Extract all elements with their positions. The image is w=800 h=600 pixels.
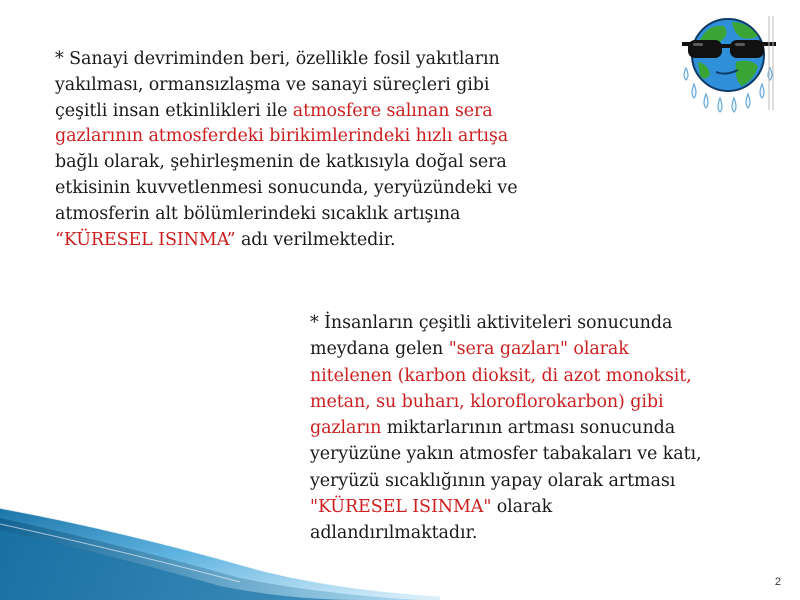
paragraph2-text-start: İnsanların çeşitli aktiviteleri sonucunda meydana gelen bbox=[310, 313, 673, 360]
paragraph-global-warming-definition bbox=[55, 47, 545, 253]
paragraph2-term: "KÜRESEL ISINMA" bbox=[310, 497, 492, 518]
paragraph1-text-middle: bağlı olarak, şehirleşmenin de katkısıyla doğal sera etkisinin kuvvetlenmesi sonucunda, yeryüzündeki ve atmosferin alt bölümlerindeki sıcaklık artışına bbox=[55, 152, 518, 224]
paragraph1-highlight: atmosfere salınan sera gazlarının atmosferdeki birikimlerindeki hızlı artışa bbox=[55, 100, 509, 147]
decorative-wave-icon bbox=[0, 490, 440, 600]
sweating-globe-icon bbox=[680, 10, 780, 125]
page-number: 2 bbox=[774, 576, 781, 588]
motion-lines bbox=[769, 16, 773, 110]
paragraph1-text-end: adı verilmektedir. bbox=[235, 229, 396, 250]
bullet-marker: * bbox=[310, 313, 319, 333]
paragraph1-term: “KÜRESEL ISINMA” bbox=[55, 229, 236, 250]
paragraph2-text-middle: miktarlarının artması sonucunda yeryüzüne yakın atmosfer tabakaları ve katı, yeryüzü sıcaklığının yapay olarak artması bbox=[310, 418, 702, 491]
paragraph2-highlight: "sera gazları" olarak nitelenen (karbon dioksit, di azot monoksit, metan, su buharı, kloroflorokarbon) gibi gazların bbox=[310, 339, 692, 439]
paragraph1-text-start: Sanayi devriminden beri, özellikle fosil yakıtların yakılması, ormansızlaşma ve sanayi süreçleri gibi çeşitli insan etkinlikleri ile bbox=[55, 49, 500, 121]
paragraph2-text-end: olarak adlandırılmaktadır. bbox=[310, 497, 553, 544]
bullet-marker: * bbox=[55, 49, 64, 69]
